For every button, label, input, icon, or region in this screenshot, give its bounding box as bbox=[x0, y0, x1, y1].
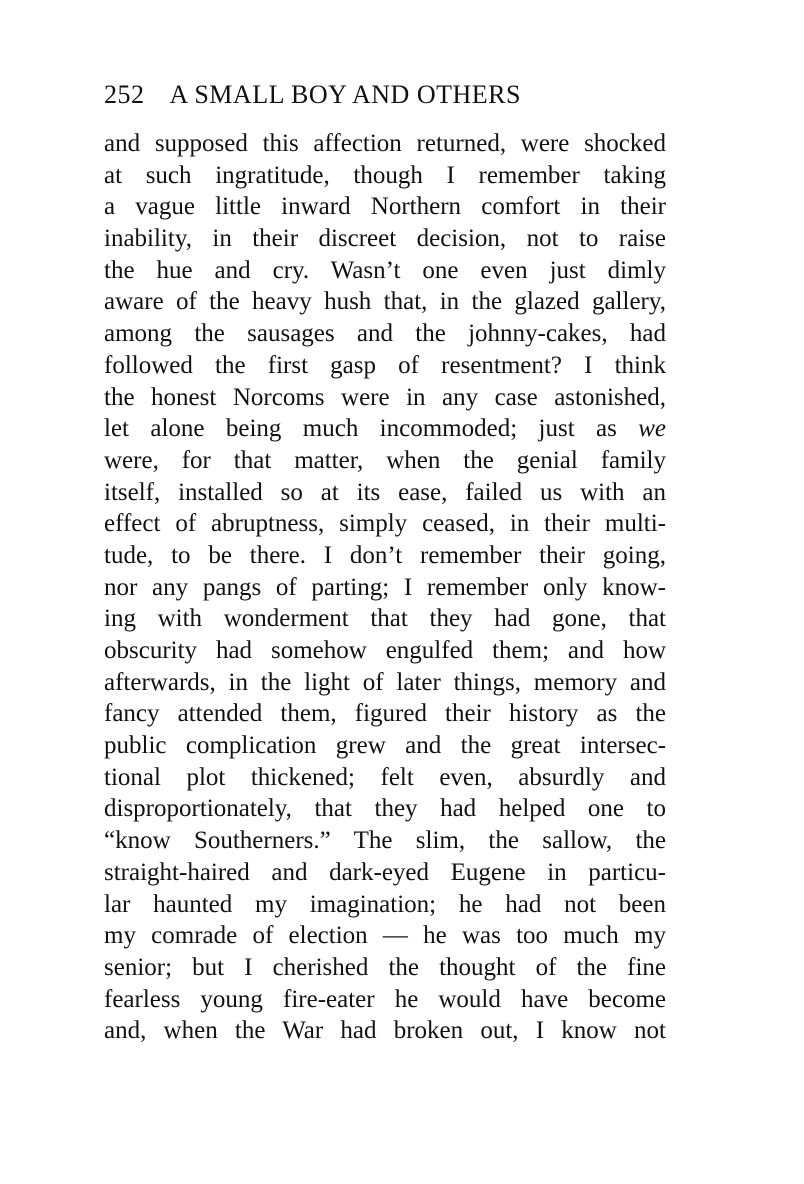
emphasis-word: we bbox=[638, 415, 666, 443]
text-line: my comrade of election — he was too much my bbox=[104, 922, 666, 950]
text-line: and, when the War had broken out, I know not bbox=[104, 1017, 666, 1045]
text-line: effect of abruptness, simply ceased, in their multi- bbox=[104, 510, 666, 538]
running-title: A SMALL BOY AND OTHERS bbox=[169, 80, 521, 109]
text-line: at such ingratitude, though I remember taking bbox=[104, 161, 666, 189]
text-line: “know Southerners.” The slim, the sallow, the bbox=[104, 827, 666, 855]
text-line: tude, to be there. I don’t remember their going, bbox=[104, 541, 666, 569]
text-line: tional plot thickened; felt even, absurdly and bbox=[104, 763, 666, 791]
text-line: among the sausages and the johnny-cakes, had bbox=[104, 320, 666, 348]
text-line: inability, in their discreet decision, not to raise bbox=[104, 225, 666, 253]
text-line: disproportionately, that they had helped one to bbox=[104, 795, 666, 823]
text-line: fancy attended them, figured their history as the bbox=[104, 700, 666, 728]
text-line: ing with wonderment that they had gone, that bbox=[104, 605, 666, 633]
text-line: and supposed this affection returned, were shocked bbox=[104, 130, 666, 157]
text-line: itself, installed so at its ease, failed us with an bbox=[104, 478, 666, 506]
text-line: public complication grew and the great intersec- bbox=[104, 732, 666, 760]
text-line: fearless young fire-eater he would have become bbox=[104, 985, 666, 1013]
text-line: followed the first gasp of resentment? I think bbox=[104, 351, 666, 379]
page-header bbox=[104, 80, 704, 120]
text-line: afterwards, in the light of later things, memory and bbox=[104, 668, 666, 696]
body-text bbox=[104, 128, 666, 1047]
text-line: straight-haired and dark-eyed Eugene in particu- bbox=[104, 858, 666, 886]
text-line: aware of the heavy hush that, in the glazed gallery, bbox=[104, 288, 666, 316]
text-line: nor any pangs of parting; I remember only know- bbox=[104, 573, 666, 601]
text-line: a vague little inward Northern comfort in their bbox=[104, 193, 666, 221]
text-line: were, for that matter, when the genial family bbox=[104, 446, 666, 474]
text-line: senior; but I cherished the thought of the fine bbox=[104, 953, 666, 981]
text-line: the honest Norcoms were in any case astonished, bbox=[104, 383, 666, 411]
text-line: obscurity had somehow engulfed them; and how bbox=[104, 637, 666, 664]
text-line: lar haunted my imagination; he had not been bbox=[104, 890, 666, 918]
text-line: let alone being much incommoded; just as we bbox=[104, 415, 666, 443]
page-number: 252 bbox=[104, 80, 145, 109]
text-line: the hue and cry. Wasn’t one even just dimly bbox=[104, 256, 666, 284]
